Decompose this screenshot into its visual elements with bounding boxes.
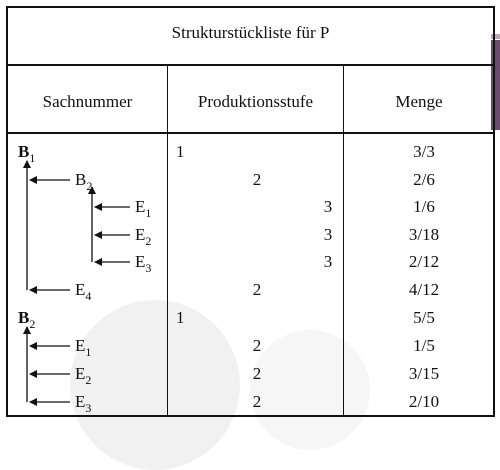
qty-value: 1/5: [413, 336, 435, 355]
header-part: Sachnummer: [42, 92, 133, 111]
part-label: $E_4$: [75, 280, 92, 303]
qty-value: 3/3: [413, 142, 435, 161]
part-label: $B_2$: [75, 170, 93, 193]
level-value: 2: [252, 336, 262, 355]
part-label: $E_3$: [135, 252, 152, 275]
part-label: $E_2$: [75, 364, 92, 387]
qty-value: 5/5: [413, 308, 435, 327]
qty-value: 2/6: [413, 170, 435, 189]
part-label: $E_3$: [75, 392, 92, 415]
level-value: 3: [323, 252, 333, 271]
header-qty: Menge: [395, 92, 443, 111]
part-label: $E_1$: [75, 336, 92, 359]
level-value: 2: [252, 170, 262, 189]
level-value: 1: [176, 308, 185, 327]
column-divider: [167, 66, 168, 415]
qty-value: 2/10: [408, 392, 440, 411]
level-value: 2: [252, 392, 262, 411]
level-value: 2: [252, 280, 262, 299]
part-label: $B_2$: [18, 308, 36, 331]
qty-value: 1/6: [413, 197, 435, 216]
part-label: $E_2$: [135, 225, 152, 248]
qty-value: 2/12: [408, 252, 440, 271]
level-value: 1: [176, 142, 185, 161]
level-value: 3: [323, 197, 333, 216]
qty-value: 3/15: [408, 364, 440, 383]
part-label: $B_1$: [18, 142, 36, 165]
level-value: 2: [252, 364, 262, 383]
table-title: Strukturstückliste für P: [171, 23, 330, 42]
bom-table: [6, 6, 495, 417]
header-level: Produktionsstufe: [197, 92, 314, 111]
level-value: 3: [323, 225, 333, 244]
part-label: $E_1$: [135, 197, 152, 220]
qty-value: 3/18: [408, 225, 440, 244]
qty-value: 4/12: [408, 280, 440, 299]
